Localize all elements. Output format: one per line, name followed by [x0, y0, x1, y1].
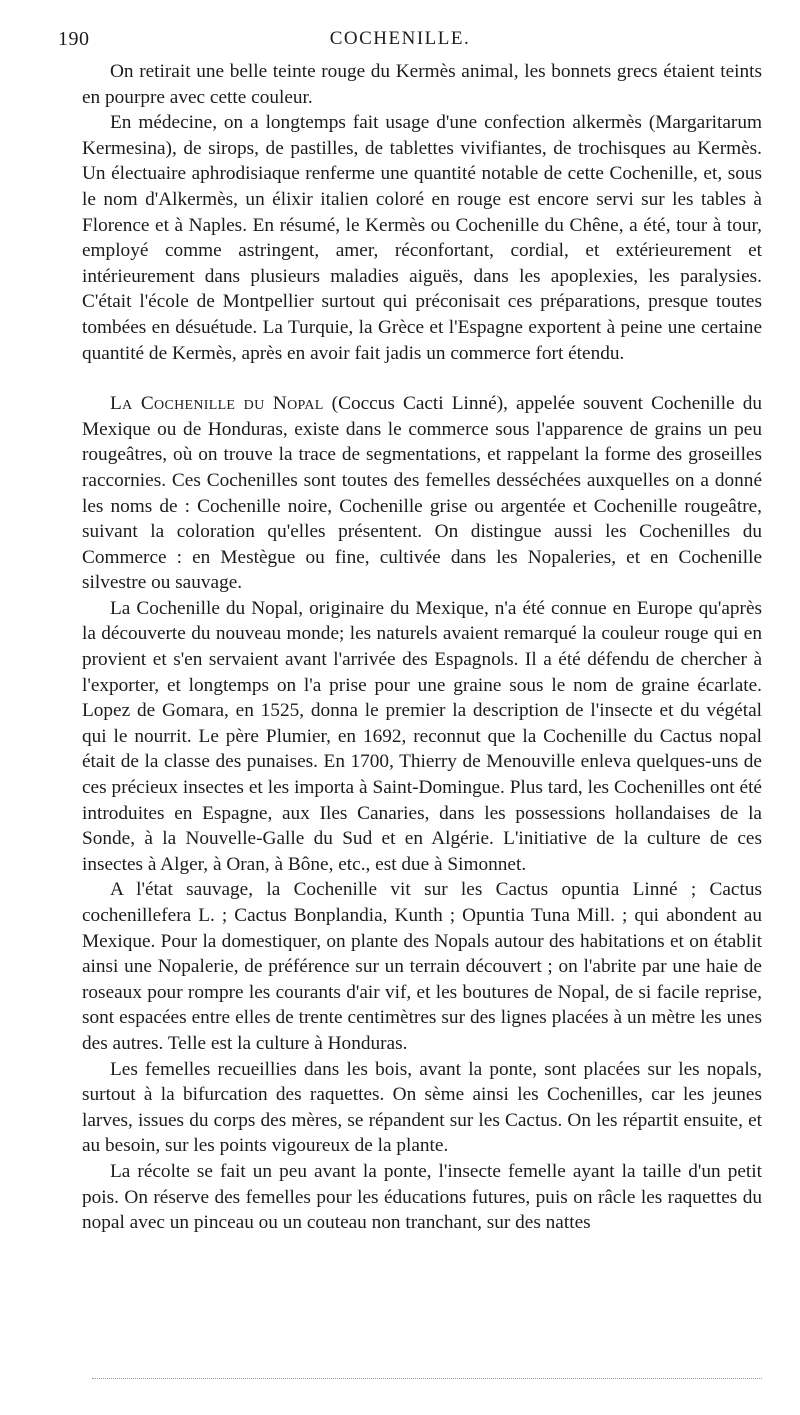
paragraph-harvest: La récolte se fait un peu avant la ponte, l'insecte femelle ayant la taille d'un petit pois. On réserve des femelles pour les éducations futures, puis on râcle les raquettes du nopal avec un pinceau ou un couteau non tranchant, sur des nattes	[82, 1160, 762, 1234]
paragraph-kermes-dye: On retirait une belle teinte rouge du Kermès animal, les bonnets grecs étaient teints en pourpre avec cette couleur.	[82, 61, 762, 108]
running-head	[0, 28, 800, 50]
paragraph-nopal-cochineal	[82, 391, 762, 596]
paragraph-kermes-medicine: En médecine, on a longtemps fait usage d'une confection alkermès (Margaritarum Kermesina), de sirops, de pastilles, de tablettes vivifiantes, de trochisques au Kermès. Un électuaire aphrodisiaque renferme une quantité notable de cette Cochenille, et, sous le nom d'Alkermès, un élixir italien coloré en rouge est encore servi sur les tables à Florence et à Naples. En résumé, le Kermès ou Cochenille du Chêne, a été, tour à tour, employé comme astringent, amer, réconfortant, cordial, et extérieurement et intérieurement dans plusieurs maladies aiguës, dans les apoplexies, les paralysies. C'était l'école de Montpellier surtout qui préconisait ces préparations, presque toutes tombées en désuétude. La Turquie, la Grèce et l'Espagne exportent à peine une certaine quantité de Kermès, après en avoir fait jadis un commerce fort étendu.	[82, 112, 762, 364]
body-text	[82, 59, 762, 1236]
paragraph-lead-small-caps: La Cochenille du Nopal	[110, 393, 324, 415]
paragraph-text: (Coccus Cacti Linné), appelée souvent Cochenille du Mexique ou de Honduras, existe dans le commerce sous l'apparence de grains un peu rougeâtres, où on trouve la trace de segmentations, et rappelant la forme des groseilles raccornies. Ces Cochenilles sont toutes des femelles desséchées auxquelles on a donné les noms de : Cochenille noire, Cochenille grise ou argentée et Cochenille rougeâtre, suivant la coloration qu'elles présentent. On distingue aussi les Cochenilles du Commerce : en Mestègue ou fine, cultivée dans les Nopaleries, et en Cochenille silvestre ou sauvage.	[82, 393, 762, 594]
page-number: 190	[58, 28, 90, 50]
paragraph-history: La Cochenille du Nopal, originaire du Mexique, n'a été connue en Europe qu'après la découverte du nouveau monde; les naturels avaient remarqué la couleur rouge qui en provient et s'en servaient avant l'arrivée des Espagnols. Il a été défendu de chercher à l'exporter, et longtemps on l'a prise pour une graine sous le nom de graine écarlate. Lopez de Gomara, en 1525, donna le premier la description de l'insecte et du végétal qui le nourrit. Le père Plumier, en 1692, reconnut que la Cochenille du Cactus nopal était de la classe des punaises. En 1700, Thierry de Menouville enleva quelques-uns de ces précieux insectes et les importa à Saint-Domingue. Plus tard, les Cochenilles ont été introduites en Espagne, aux Iles Canaries, dans les possessions hollandaises de la Sonde, à la Nouvelle-Galle du Sud et en Algérie. L'initiative de la culture de ces insectes à Alger, à Oran, à Bône, etc., est due à Simonnet.	[82, 597, 762, 875]
running-title: COCHENILLE.	[329, 28, 471, 49]
paragraph-cultivation: A l'état sauvage, la Cochenille vit sur les Cactus opuntia Linné ; Cactus cochenillefera L. ; Cactus Bonplandia, Kunth ; Opuntia Tuna Mill. ; qui abondent au Mexique. Pour la domestiquer, on plante des Nopals autour des habitations et on établit ainsi une Nopalerie, de préférence sur un terrain découvert ; on l'abrite par une haie de roseaux pour rompre les courants d'air vif, et les boutures de Nopal, de si facile reprise, sont espacées entre elles de trente centimètres sur des lignes placées à un mètre les unes des autres. Telle est la culture à Honduras.	[82, 879, 762, 1054]
bottom-dotted-rule	[92, 1378, 762, 1379]
paragraph-seeding: Les femelles recueillies dans les bois, avant la ponte, sont placées sur les nopals, surtout à la bifurcation des raquettes. On sème ainsi les Cochenilles, car les jeunes larves, issues du corps des mères, se répandent sur les Cactus. On les répartit ensuite, et au besoin, sur les points vigoureux de la plante.	[82, 1058, 762, 1157]
